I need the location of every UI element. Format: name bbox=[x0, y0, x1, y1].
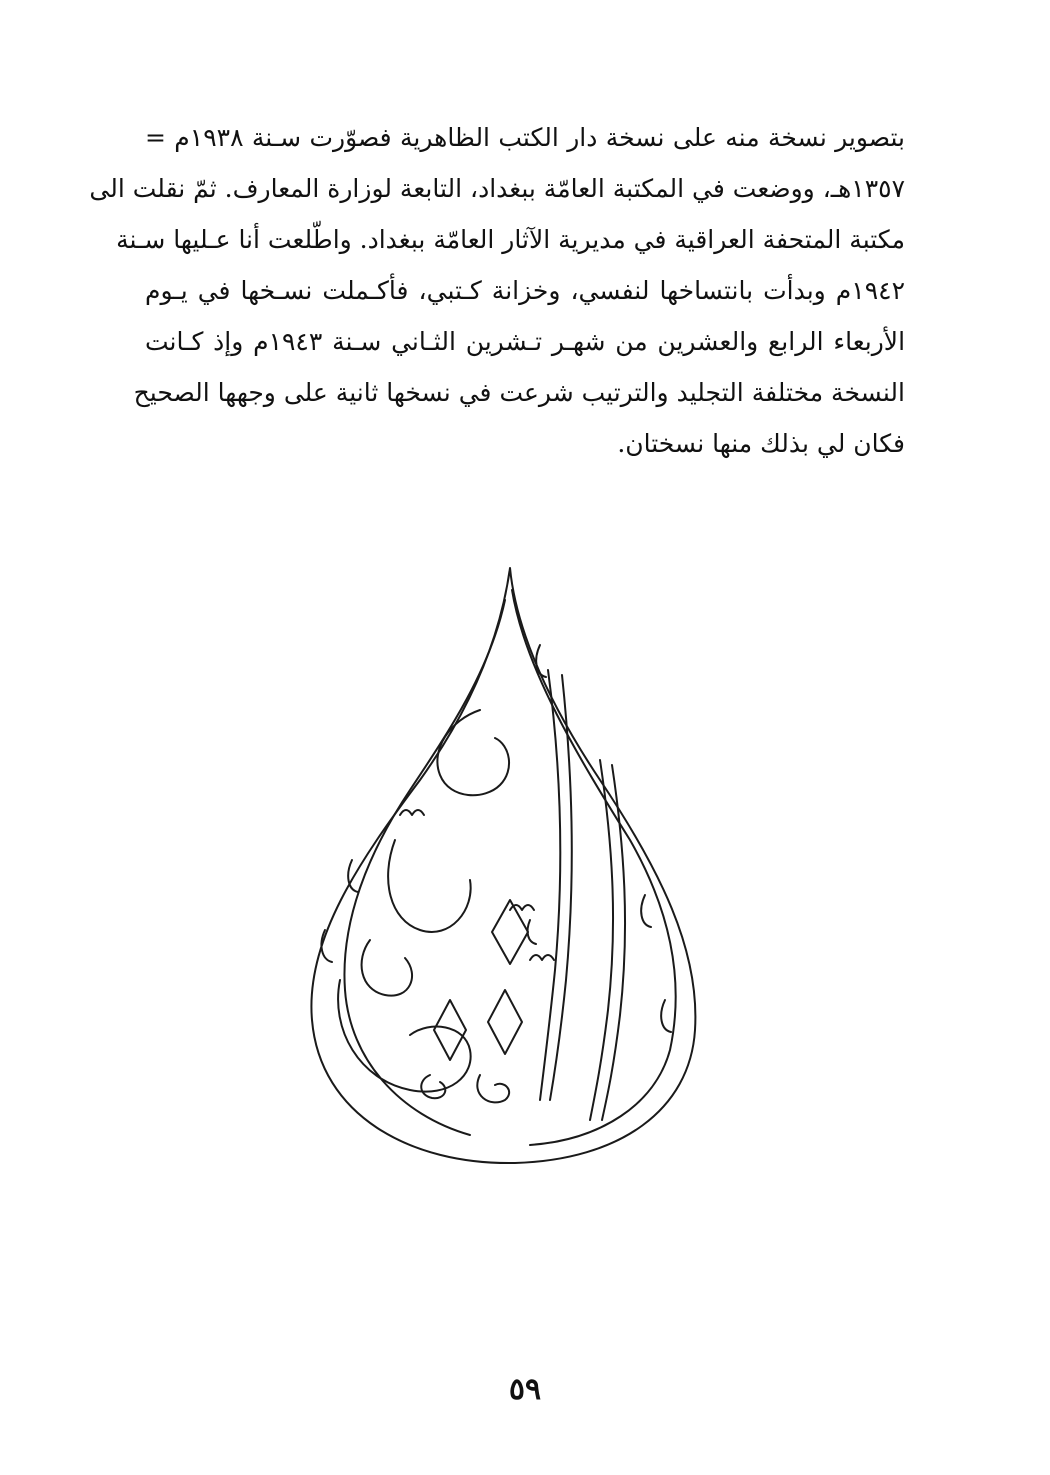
ornament-shadda-3 bbox=[530, 955, 554, 960]
ornament-alif-1 bbox=[540, 670, 560, 1100]
ornament-inner-sweep-left bbox=[344, 600, 505, 1135]
calligraphy-ornament bbox=[300, 560, 710, 1170]
ornament-mark-2 bbox=[321, 930, 332, 962]
ornament-mark-3 bbox=[641, 895, 651, 927]
calligraphy-drop-graphic bbox=[300, 560, 710, 1170]
ornament-inner-sweep-right bbox=[512, 590, 676, 1145]
paragraph-line-2: ١٣٥٧هـ، ووضعت في المكتبة العامّة ببغداد، التابعة لوزارة المعارف. ثمّ نقلت الى bbox=[89, 174, 905, 203]
paragraph-line-1: بتصوير نسخة منه على نسخة دار الكتب الظاهرية فصوّرت سـنة ١٩٣٨م = bbox=[145, 123, 905, 152]
ornament-shadda-1 bbox=[400, 810, 424, 815]
paragraph-line-4: ١٩٤٢م وبدأت بانتساخها لنفسي، وخزانة كـتبي، فأكـملت نسـخها في يـوم bbox=[145, 276, 905, 305]
paragraph-line-7: فكان لي بذلك منها نسختان. bbox=[617, 429, 905, 458]
ornament-diamond-2 bbox=[488, 990, 522, 1054]
paragraph-line-6: النسخة مختلفة التجليد والترتيب شرعت في نسخها ثانية على وجهها الصحيح bbox=[133, 378, 905, 407]
body-paragraph bbox=[89, 112, 906, 469]
ornament-sad-bowl bbox=[338, 980, 471, 1092]
ornament-sad-loop bbox=[362, 940, 412, 996]
ornament-alif-2 bbox=[550, 675, 572, 1100]
paragraph-line-3: مكتبة المتحفة العراقية في مديرية الآثار العامّة ببغداد. واطّلعت أنا عـليها سـنة bbox=[116, 225, 905, 254]
paragraph-line-5: الأربعاء الرابع والعشرين من شهـر تـشرين الثـاني سـنة ١٩٤٣م وإذ كـانت bbox=[145, 327, 906, 356]
ornament-ra-curve bbox=[388, 840, 471, 932]
ornament-mark-4 bbox=[661, 1000, 671, 1032]
page-number: ٥٩ bbox=[508, 1372, 542, 1407]
ornament-ayn bbox=[421, 1075, 445, 1098]
ornament-sad-small bbox=[477, 1075, 509, 1102]
ornament-alif-3 bbox=[590, 760, 613, 1120]
ornament-diamond-3 bbox=[434, 1000, 466, 1060]
ornament-dal-curve bbox=[437, 710, 509, 795]
